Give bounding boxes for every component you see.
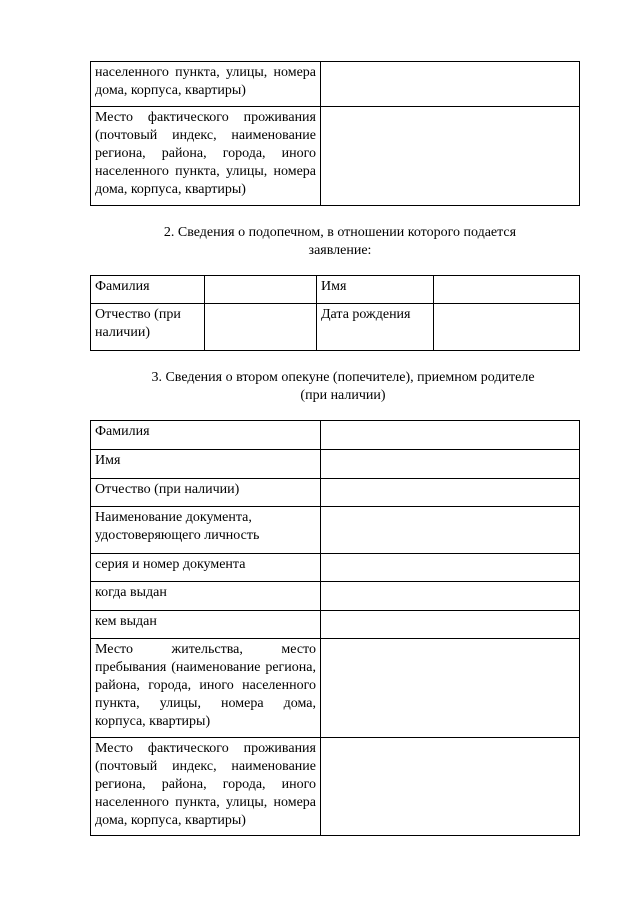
address-continuation-label: населенного пункта, улицы, номера дома, корпуса, квартиры): [91, 62, 321, 107]
second-guardian-table: [90, 420, 580, 836]
section-3-title-line1: 3. Сведения о втором опекуне (попечителе), приемном родителе: [151, 370, 535, 385]
issued-by-label: кем выдан: [91, 611, 321, 639]
ward-patronymic-value[interactable]: [205, 304, 317, 351]
second-actual-residence-value[interactable]: [321, 738, 580, 836]
residence-place-label: Место жительства, место пребывания (наименование региона, района, города, иного населенного пункта, улицы, номера дома, корпуса, квартиры): [91, 639, 321, 738]
second-guardian-name-label: Имя: [91, 450, 321, 479]
address-continuation-value[interactable]: [321, 62, 580, 107]
table-row: [91, 611, 580, 639]
second-guardian-surname-value[interactable]: [321, 421, 580, 450]
document-series-number-label: серия и номер документа: [91, 554, 321, 582]
table-row: [91, 107, 580, 206]
table-row: [91, 276, 580, 304]
id-document-name-value[interactable]: [321, 507, 580, 554]
table-row: [91, 479, 580, 507]
table-row: [91, 582, 580, 611]
table-row: [91, 639, 580, 738]
second-actual-residence-label: Место фактического проживания (почтовый индекс, наименование региона, района, города, иного населенного пункта, улицы, номера дома, корпуса, квартиры): [91, 738, 321, 836]
ward-birthdate-label: Дата рождения: [317, 304, 434, 351]
ward-surname-value[interactable]: [205, 276, 317, 304]
residence-place-value[interactable]: [321, 639, 580, 738]
document-series-number-value[interactable]: [321, 554, 580, 582]
ward-name-value[interactable]: [434, 276, 580, 304]
actual-residence-label: Место фактического проживания (почтовый индекс, наименование региона, района, города, иного населенного пункта, улицы, номера дома, корпуса, квартиры): [91, 107, 321, 206]
table-row: [91, 421, 580, 450]
issued-by-value[interactable]: [321, 611, 580, 639]
section-3-title: [90, 369, 596, 405]
ward-birthdate-value[interactable]: [434, 304, 580, 351]
guardian-address-table: [90, 61, 580, 206]
second-guardian-patronymic-label: Отчество (при наличии): [91, 479, 321, 507]
table-row: [91, 738, 580, 836]
table-row: [91, 304, 580, 351]
table-row: [91, 507, 580, 554]
ward-surname-label: Фамилия: [91, 276, 205, 304]
id-document-name-label: Наименование документа, удостоверяющего личность: [91, 507, 321, 554]
ward-name-label: Имя: [317, 276, 434, 304]
second-guardian-surname-label: Фамилия: [91, 421, 321, 450]
section-2-title: [90, 224, 590, 260]
table-row: [91, 554, 580, 582]
ward-patronymic-label: Отчество (при наличии): [91, 304, 205, 351]
issue-date-value[interactable]: [321, 582, 580, 611]
ward-info-table: [90, 275, 580, 351]
table-row: [91, 450, 580, 479]
section-2-title-line2: заявление:: [308, 243, 372, 258]
issue-date-label: когда выдан: [91, 582, 321, 611]
actual-residence-value[interactable]: [321, 107, 580, 206]
second-guardian-name-value[interactable]: [321, 450, 580, 479]
section-3-title-line2: (при наличии): [300, 388, 386, 403]
table-row: [91, 62, 580, 107]
section-2-title-line1: 2. Сведения о подопечном, в отношении которого подается: [163, 225, 517, 240]
second-guardian-patronymic-value[interactable]: [321, 479, 580, 507]
